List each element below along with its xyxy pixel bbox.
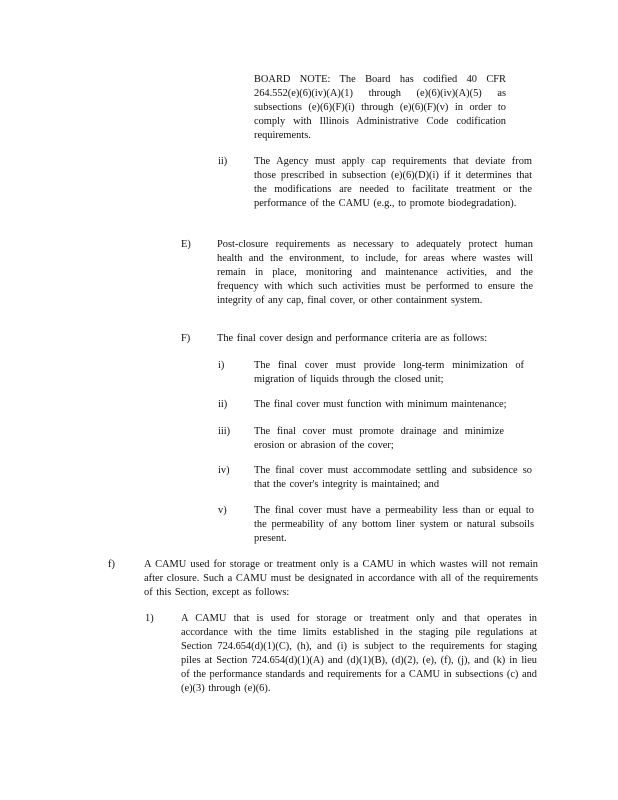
item-F-text: The final cover design and performance criteria are as follows: [217,333,488,344]
item-F-iii-text: The final cover must promote drainage and minimize erosion or abrasion of the cover; [254,426,504,451]
item-ii-text: The Agency must apply cap requirements that deviate from those prescribed in subsection (e)(6)(D)(i) if it determines that the modifications are needed to facilitate treatment or the performance of the CAMU (e.g., to promote biodegradation). [254,156,532,209]
item-F-v-label: v) [218,505,227,516]
item-ii-label: ii) [218,156,228,167]
item-F-ii-label: ii) [218,399,228,410]
item-F-v-text: The final cover must have a permeability less than or equal to the permeability of any bottom liner system or natural subsoils present. [254,505,534,544]
item-1-text: A CAMU that is used for storage or treatment only and that operates in accordance with the time limits established in the staging pile regulations at Section 724.654(d)(1)(C), (h), and (i) is subject to the requirements for staging piles at Section 724.654(d)(1)(A) and (d)(1)(B), (d)(2), (e), (f), (j), and (k) in lieu of the performance standards and requirements for a CAMU in subsections (c) and (e)(3) through (e)(6). [181,613,537,694]
item-F-iii-label: iii) [218,426,231,437]
board-note: BOARD NOTE: The Board has codified 40 CFR 264.552(e)(6)(iv)(A)(1) through (e)(6)(iv)(A)(5) as subsections (e)(6)(F)(i) through (e)(6)(F)(v) in order to comply with Illinois Administrative Code codification requirements. [254,74,506,141]
item-F-i-text: The final cover must provide long-term minimization of migration of liquids through the closed unit; [254,360,524,385]
item-F-iv-text: The final cover must accommodate settling and subsidence so that the cover's integrity is maintained; and [254,465,532,490]
item-F-iv-label: iv) [218,465,230,476]
item-F-i-label: i) [218,360,225,371]
item-E-label: E) [181,239,191,250]
item-F-label: F) [181,333,191,344]
item-F-ii-text: The final cover must function with minimum maintenance; [254,399,507,410]
item-f-text: A CAMU used for storage or treatment only is a CAMU in which wastes will not remain after closure. Such a CAMU must be designated in accordance with all of the requirements of this Section, except as follows: [144,559,538,598]
item-f-label: f) [108,559,115,570]
item-1-label: 1) [145,613,154,624]
item-E-text: Post-closure requirements as necessary to adequately protect human health and the environment, to include, for areas where wastes will remain in place, monitoring and maintenance activities, and the frequency with which such activities must be performed to ensure the integrity of any cap, final cover, or other containment system. [217,239,533,306]
